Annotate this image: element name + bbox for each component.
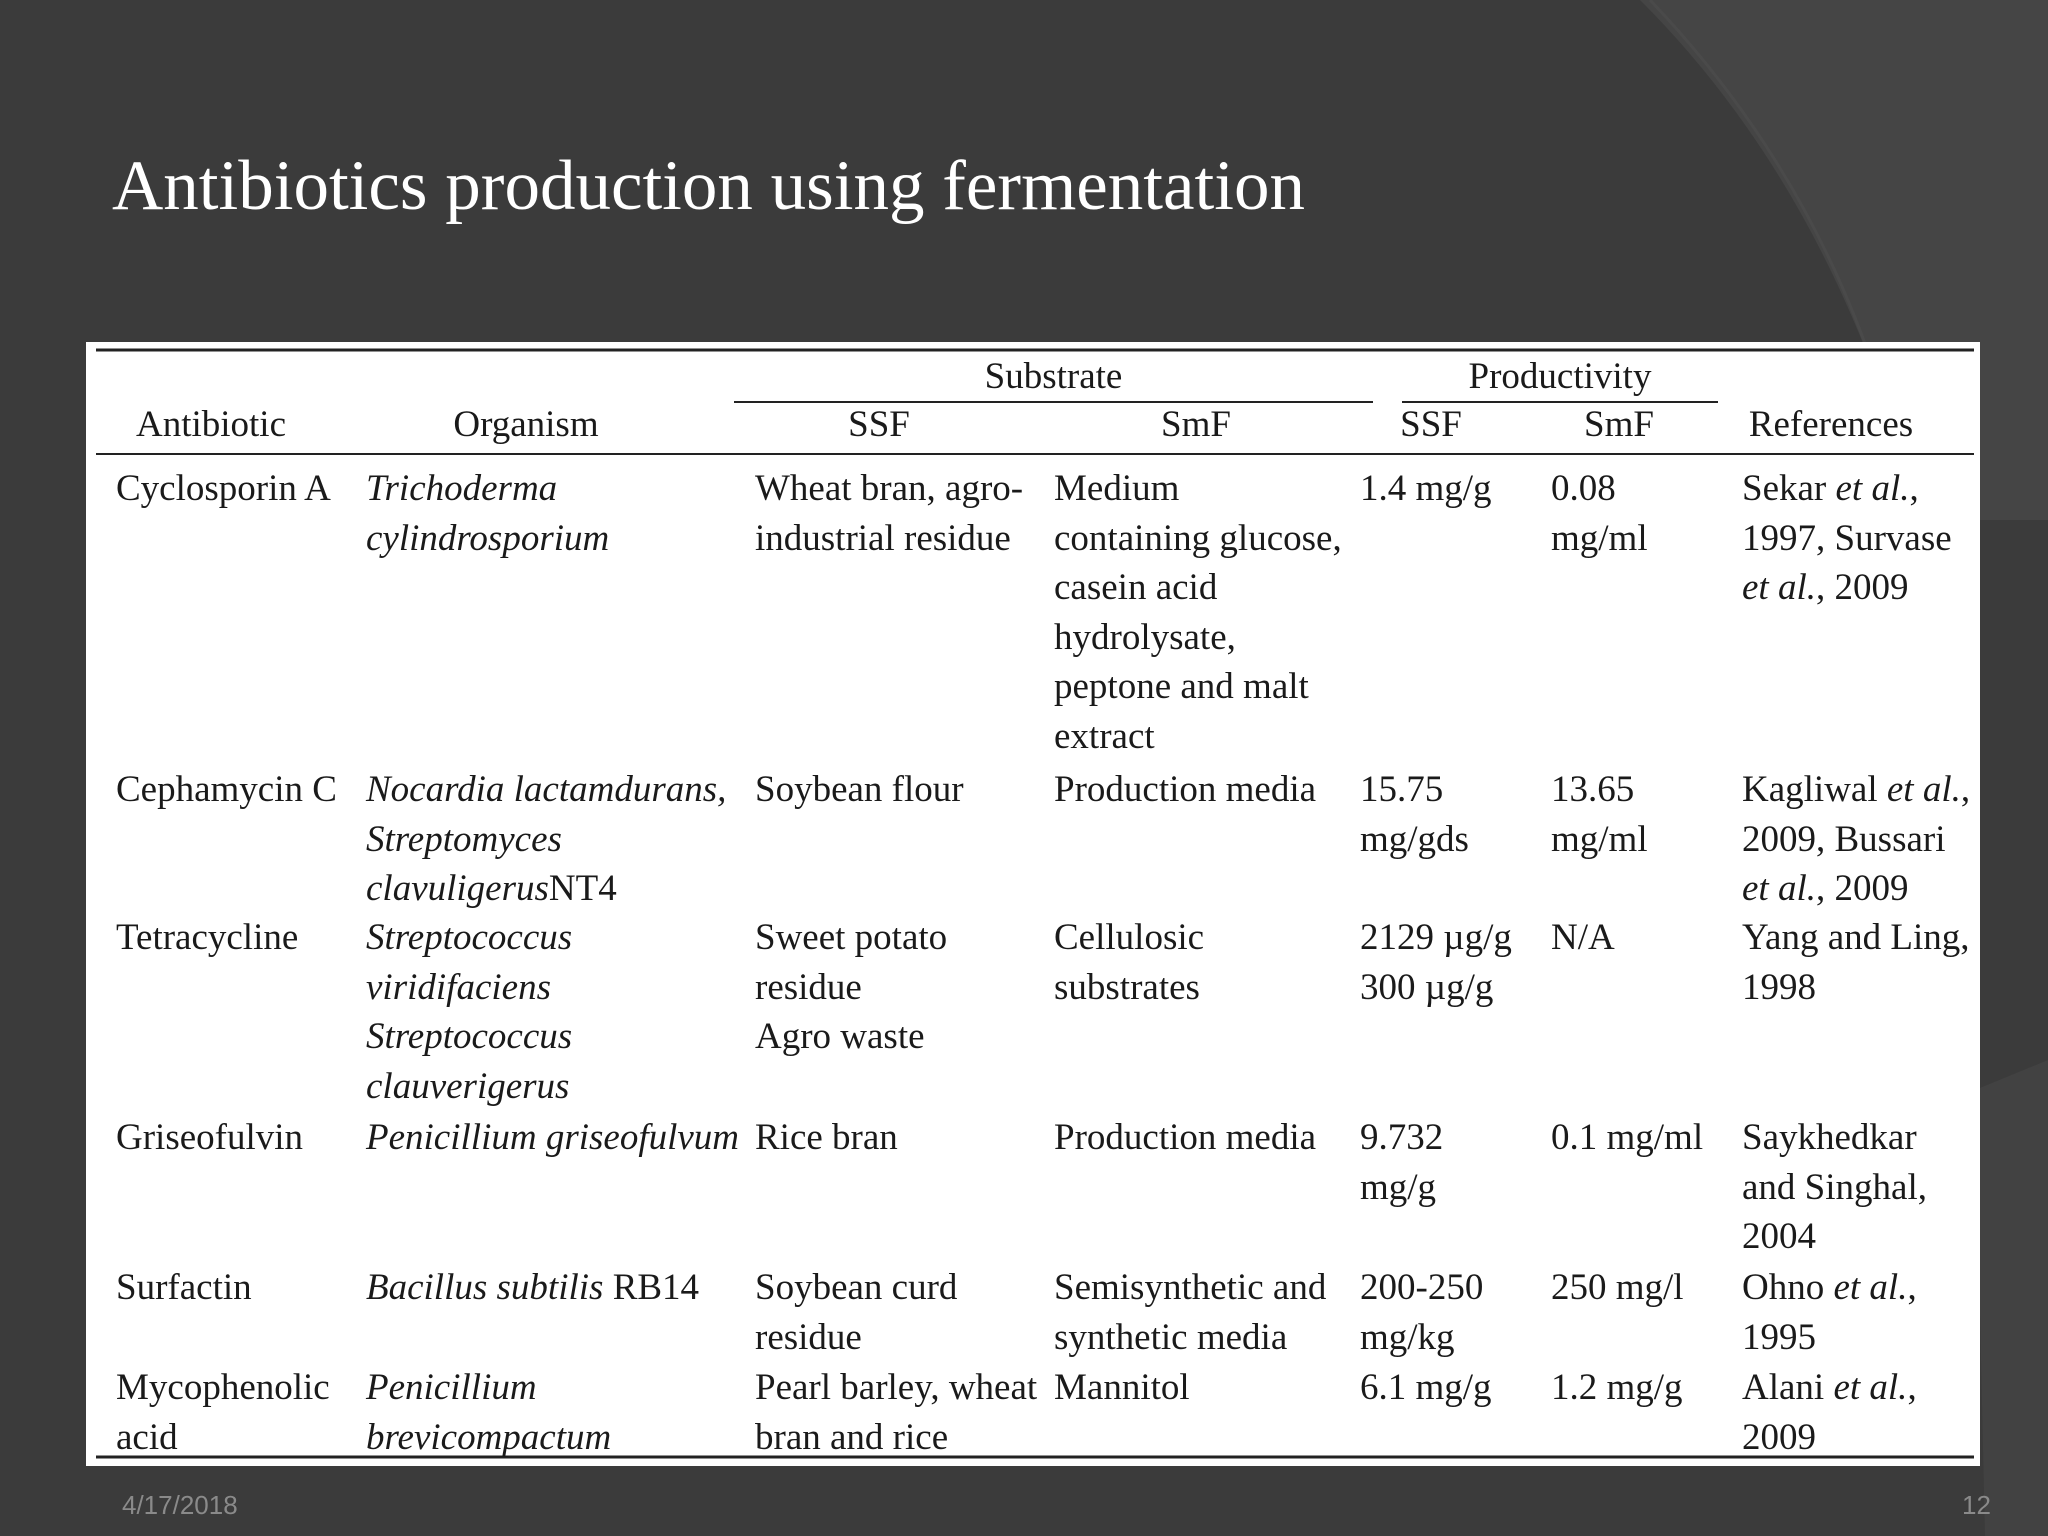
antibiotics-table <box>86 342 1980 1466</box>
table-cell-ssf: residue <box>755 1316 862 1358</box>
table-cell-smf: containing glucose, <box>1054 517 1342 559</box>
table-cell-smf: extract <box>1054 715 1155 757</box>
table-cell-references: Alani et al., <box>1742 1367 1917 1408</box>
header-substrate-ssf: SSF <box>848 404 910 445</box>
header-substrate: Substrate <box>984 356 1123 397</box>
table-cell-references: 2009, Bussari <box>1742 818 1946 860</box>
slide-title: Antibiotics production using fermentation <box>112 147 1305 225</box>
table-cell-organism: Nocardia lactamdurans, <box>366 769 727 810</box>
table-cell-prod-ssf: mg/gds <box>1360 818 1469 860</box>
header-productivity-ssf: SSF <box>1400 404 1462 445</box>
table-cell-prod-ssf: 300 µg/g <box>1360 966 1494 1008</box>
table-cell-smf: hydrolysate, <box>1054 616 1236 658</box>
table-cell-organism: Streptococcus <box>366 917 573 958</box>
table-cell-references: 2004 <box>1742 1216 1816 1257</box>
table-cell-references: Sekar et al., <box>1742 468 1919 509</box>
table-cell-smf: Medium <box>1054 468 1180 509</box>
table-cell-antibiotic: acid <box>116 1416 178 1458</box>
table-cell-antibiotic: Mycophenolic <box>116 1367 330 1408</box>
table-cell-references: and Singhal, <box>1742 1166 1927 1208</box>
table-cell-smf: synthetic media <box>1054 1316 1288 1358</box>
table-cell-references: Saykhedkar <box>1742 1117 1917 1158</box>
table-cell-ssf: Soybean flour <box>755 769 964 810</box>
table-cell-antibiotic: Surfactin <box>116 1267 252 1308</box>
table-cell-smf: Semisynthetic and <box>1054 1267 1327 1308</box>
table-cell-smf: Production media <box>1054 769 1317 810</box>
table-cell-organism: Penicillium griseofulvum <box>366 1117 740 1158</box>
table-cell-prod-smf: 0.08 <box>1551 468 1616 509</box>
table-cell-prod-smf: 0.1 mg/ml <box>1551 1117 1704 1158</box>
table-cell-organism: clavuligerusNT4 <box>366 868 617 909</box>
table-cell-organism: cylindrosporium <box>366 517 610 559</box>
table-cell-antibiotic: Cyclosporin A <box>116 468 331 509</box>
table-cell-smf: casein acid <box>1054 567 1218 608</box>
table-cell-prod-ssf: 6.1 mg/g <box>1360 1367 1492 1408</box>
table-cell-ssf: residue <box>755 966 862 1008</box>
table-cell-references: et al., 2009 <box>1742 868 1909 909</box>
header-antibiotic: Antibiotic <box>135 404 287 445</box>
table-cell-antibiotic: Griseofulvin <box>116 1117 304 1158</box>
table-cell-ssf: Soybean curd <box>755 1267 958 1308</box>
table-cell-references: 1998 <box>1742 966 1816 1008</box>
table-cell-ssf: Wheat bran, agro- <box>755 468 1024 509</box>
table-cell-smf: Cellulosic <box>1054 917 1205 958</box>
table-cell-prod-smf: N/A <box>1551 917 1615 958</box>
table-cell-prod-ssf: 2129 µg/g <box>1360 917 1512 958</box>
table-cell-prod-smf: 250 mg/l <box>1551 1267 1684 1308</box>
table-cell-organism: Trichoderma <box>366 468 558 509</box>
table-cell-organism: Streptomyces <box>366 818 562 860</box>
table-cell-ssf: Rice bran <box>755 1117 898 1158</box>
table-cell-prod-ssf: 200-250 <box>1360 1267 1484 1308</box>
table-cell-references: 2009 <box>1742 1416 1816 1458</box>
table-cell-references: 1997, Survase <box>1742 517 1952 559</box>
table-cell-prod-ssf: 1.4 mg/g <box>1360 468 1492 509</box>
table-cell-references: Kagliwal et al., <box>1742 769 1971 810</box>
table-cell-organism: clauverigerus <box>366 1065 570 1107</box>
table-cell-ssf: Pearl barley, wheat <box>755 1367 1038 1408</box>
table-cell-ssf: Agro waste <box>755 1016 925 1057</box>
header-substrate-smf: SmF <box>1161 404 1231 445</box>
table-cell-smf: peptone and malt <box>1054 666 1309 707</box>
table-cell-references: Yang and Ling, <box>1742 917 1970 958</box>
page-number: 12 <box>1962 1490 1991 1520</box>
table-cell-prod-ssf: 9.732 <box>1360 1117 1444 1158</box>
table-cell-ssf: industrial residue <box>755 517 1011 559</box>
table-cell-organism: brevicompactum <box>366 1416 612 1458</box>
table-cell-references: Ohno et al., <box>1742 1267 1917 1308</box>
header-productivity-smf: SmF <box>1584 404 1654 445</box>
table-cell-organism: Penicillium <box>366 1367 537 1408</box>
table-cell-prod-smf: 13.65 <box>1551 769 1635 810</box>
slide-date: 4/17/2018 <box>122 1490 238 1520</box>
table-cell-prod-ssf: 15.75 <box>1360 769 1444 810</box>
table-cell-smf: Mannitol <box>1054 1367 1190 1408</box>
table-cell-organism: Streptococcus <box>366 1016 573 1057</box>
table-cell-ssf: bran and rice <box>755 1416 949 1458</box>
header-references: References <box>1748 404 1914 445</box>
table-cell-prod-smf: mg/ml <box>1551 517 1648 559</box>
table-cell-smf: substrates <box>1054 966 1200 1008</box>
header-organism: Organism <box>453 404 599 445</box>
table-cell-prod-smf: mg/ml <box>1551 818 1648 860</box>
table-cells <box>86 342 1980 1466</box>
table-cell-organism: Bacillus subtilis RB14 <box>366 1267 700 1308</box>
table-cell-antibiotic: Cephamycin C <box>116 769 337 810</box>
header-productivity: Productivity <box>1468 356 1652 397</box>
table-cell-smf: Production media <box>1054 1117 1317 1158</box>
table-cell-prod-ssf: mg/g <box>1360 1166 1437 1208</box>
table-cell-prod-ssf: mg/kg <box>1360 1316 1455 1358</box>
table-cell-references: et al., 2009 <box>1742 567 1909 608</box>
table-cell-prod-smf: 1.2 mg/g <box>1551 1367 1683 1408</box>
table-cell-ssf: Sweet potato <box>755 917 948 958</box>
table-cell-organism: viridifaciens <box>366 966 551 1008</box>
table-cell-antibiotic: Tetracycline <box>116 917 299 958</box>
table-cell-references: 1995 <box>1742 1316 1816 1358</box>
